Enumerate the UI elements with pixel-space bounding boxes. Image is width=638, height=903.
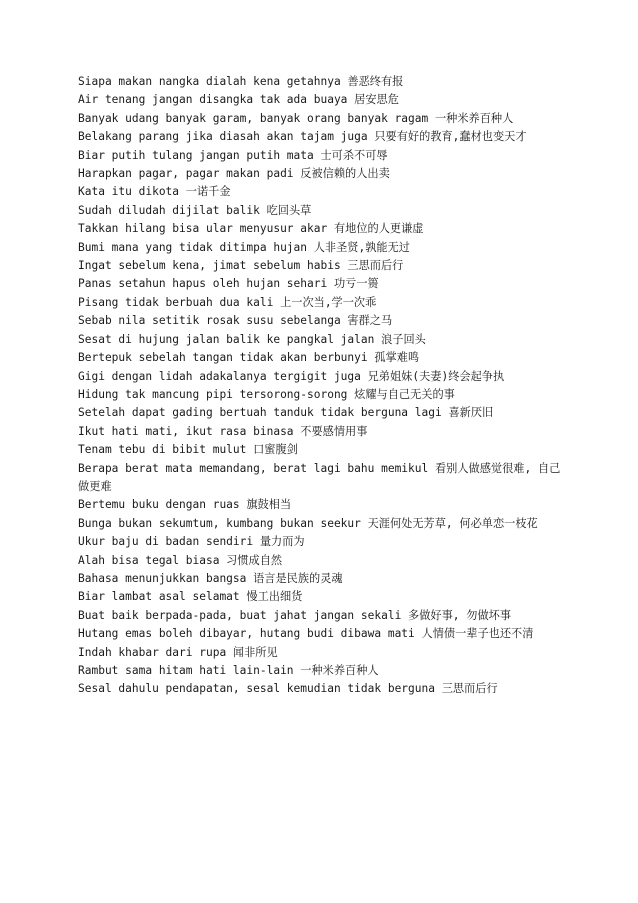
proverb-line: Indah khabar dari rupa 闻非所见 (78, 645, 278, 659)
proverb-line: Buat baik berpada-pada, buat jahat jangan sekali 多做好事, 勿做坏事 (78, 608, 512, 622)
proverb-list (78, 73, 568, 699)
proverb-line: Sudah diludah dijilat balik 吃回头草 (78, 203, 312, 217)
proverb-line: Bunga bukan sekumtum, kumbang bukan seekur 天涯何处无芳草, 何必单恋一枝花 (78, 516, 538, 530)
proverb-line: Gigi dengan lidah adakalanya tergigit juga 兄弟姐妹(夫妻)终会起争执 (78, 369, 505, 383)
proverb-line: Belakang parang jika diasah akan tajam juga 只要有好的教育,蠢材也变天才 (78, 130, 527, 144)
proverb-line: Rambut sama hitam hati lain-lain 一种米养百种人 (78, 664, 379, 677)
proverb-line: Biar putih tulang jangan putih mata 士可杀不可辱 (78, 148, 388, 162)
proverb-line: Bahasa menunjukkan bangsa 语言是民族的灵魂 (78, 571, 343, 585)
proverb-line: Alah bisa tegal biasa 习惯成自然 (78, 553, 283, 567)
proverb-line: Bertemu buku dengan ruas 旗鼓相当 (78, 498, 292, 512)
proverb-line: Ingat sebelum kena, jimat sebelum habis 三思而后行 (78, 259, 404, 273)
proverb-line: Sesal dahulu pendapatan, sesal kemudian tidak berguna 三思而后行 (78, 682, 498, 696)
proverb-line: Bertepuk sebelah tangan tidak akan berbunyi 孤掌难鸣 (78, 351, 420, 365)
proverb-line: Hidung tak mancung pipi tersorong-sorong 炫耀与自己无关的事 (78, 387, 455, 401)
proverb-line: Ikut hati mati, ikut rasa binasa 不要感情用事 (78, 424, 368, 438)
proverb-line: Setelah dapat gading bertuah tanduk tidak berguna lagi 喜新厌旧 (78, 406, 494, 420)
proverb-line: Biar lambat asal selamat 慢工出细货 (78, 590, 303, 604)
proverb-line: Banyak udang banyak garam, banyak orang banyak ragam 一种米养百种人 (78, 111, 514, 125)
proverb-line: Pisang tidak berbuah dua kali 上一次当,学一次乖 (78, 295, 377, 309)
proverb-line: Sebab nila setitik rosak susu sebelanga 害群之马 (78, 314, 393, 328)
proverb-line: Sesat di hujung jalan balik ke pangkal jalan 浪子回头 (78, 332, 426, 346)
proverb-line: Air tenang jangan disangka tak ada buaya 居安思危 (78, 93, 399, 107)
proverb-line: Takkan hilang bisa ular menyusur akar 有地位的人更谦虚 (78, 222, 424, 236)
proverb-line: Harapkan pagar, pagar makan padi 反被信赖的人出卖 (78, 167, 390, 181)
proverb-line: Tenam tebu di bibit mulut 口蜜腹剑 (78, 443, 298, 457)
proverb-line: Hutang emas boleh dibayar, hutang budi dibawa mati 人情债一辈子也还不清 (78, 627, 534, 641)
proverb-line: Panas setahun hapus oleh hujan sehari 功亏一篑 (78, 277, 379, 291)
proverb-line: Kata itu dikota 一诺千金 (78, 185, 231, 199)
proverb-line: Berapa berat mata memandang, berat lagi bahu memikul 看别人做感觉很难, 自己做更难 (78, 461, 561, 493)
proverb-line: Siapa makan nangka dialah kena getahnya 善恶终有报 (78, 75, 404, 88)
proverb-line: Bumi mana yang tidak ditimpa hujan 人非圣贤,孰能无过 (78, 240, 410, 254)
proverb-line: Ukur baju di badan sendiri 量力而为 (78, 535, 305, 549)
